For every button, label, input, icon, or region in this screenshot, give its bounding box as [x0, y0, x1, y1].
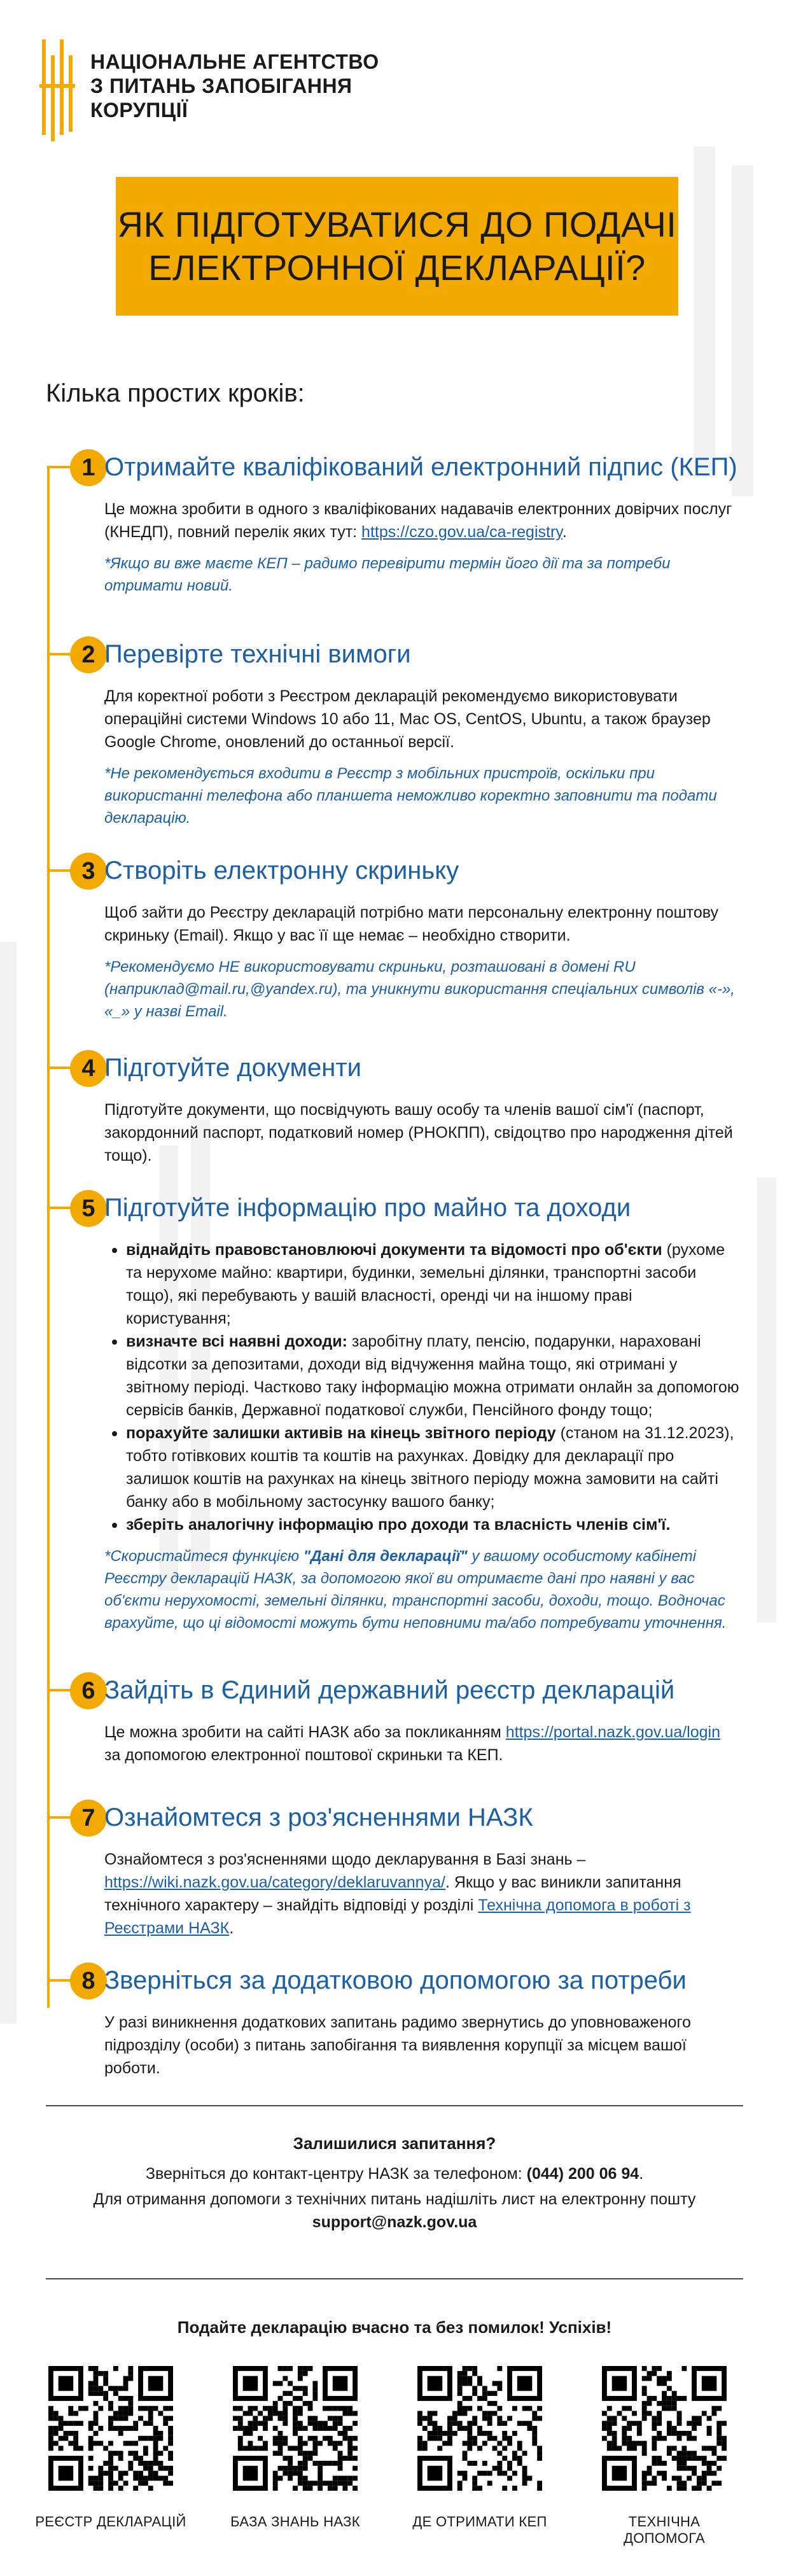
list-item: віднайдіть правовстановлюючі документи та відомості про об'єкти (рухоме та нерухоме майно: квартири, будинки, земельні ділянки, транспортні засоби тощо), які перебувають у вашій власності, оренді чи на іншому праві користування;	[126, 1238, 741, 1330]
step-title: Ознайомтеся з роз'ясненнями НАЗК	[104, 1803, 533, 1831]
step-title: Зверніться за додатковою допомогою за потреби	[104, 1966, 687, 1994]
list-item: визначте всі наявні доходи: заробітну плату, пенсію, подарунки, нараховані відсотки за депозитами, доходи від відчуження майна тощо, які отримані у звітному періоді. Частково таку інформацію можна отримати онлайн за допомогою сервісів банків, Державної податкової служби, Пенсійного фонду тощо;	[126, 1330, 741, 1422]
step-number-badge: 7	[70, 1800, 107, 1837]
step-text: Ознайомтеся з роз'ясненнями щодо декларування в Базі знань – https://wiki.nazk.gov.ua/category/deklaruvannya/. Якщо у вас виникли запитання технічного характеру – знайдіть відповіді у розділі Технічна допомога в роботі з Реєстрами НАЗК.	[104, 1851, 691, 1937]
step-number-badge: 4	[70, 1050, 107, 1087]
step-number-badge: 1	[70, 449, 107, 486]
support-email[interactable]: support@nazk.gov.ua	[312, 2213, 477, 2231]
step-title: Отримайте кваліфікований електронний підпис (КЕП)	[104, 453, 737, 481]
step-number-badge: 6	[70, 1672, 107, 1709]
qr-label: ДЕ ОТРИМАТИ КЕП	[412, 2514, 547, 2530]
background-stripe	[732, 165, 753, 496]
step-title: Створіть електронну скриньку	[104, 857, 459, 885]
background-stripe	[694, 146, 715, 477]
qr-code-icon[interactable]	[602, 2366, 727, 2491]
list-item: порахуйте залишки активів на кінець звітного періоду (станом на 31.12.2023), тобто готівкових коштів та коштів на рахунках. Довідку для декларації про залишок коштів на рахунках на кінець звітного періоду можна замовити на сайті банку або в мобільному застосунку вашого банку;	[126, 1422, 741, 1513]
phone-number[interactable]: (044) 200 06 94	[526, 2165, 639, 2183]
step-title: Перевірте технічні вимоги	[104, 640, 411, 668]
portal-login-link[interactable]: https://portal.nazk.gov.ua/login	[505, 1723, 720, 1741]
background-stripe	[0, 942, 17, 2024]
ca-registry-link[interactable]: https://czo.gov.ua/ca-registry	[361, 523, 562, 541]
step-number-badge: 3	[70, 853, 107, 890]
contact-email-line: Для отримання допомоги з технічних питань надішліть лист на електронну пошту	[93, 2190, 696, 2208]
background-stripe	[757, 1177, 776, 1623]
qr-code-icon[interactable]	[417, 2366, 542, 2491]
step-title: Зайдіть в Єдиний державний реєстр декларацій	[104, 1676, 675, 1704]
nazk-logo-icon	[39, 39, 75, 141]
title-banner	[116, 177, 678, 316]
wiki-link[interactable]: https://wiki.nazk.gov.ua/category/deklaruvannya/	[104, 1873, 445, 1891]
step-number-badge: 8	[70, 1963, 107, 1999]
closing-wish: Подайте декларацію вчасно та без помилок! Успіхів!	[177, 2318, 612, 2337]
tech-help-link[interactable]: Технічна допомога в роботі з Реєстрами НАЗК	[104, 1896, 691, 1937]
step-note: *Якщо ви вже маєте КЕП – радимо перевірити термін його дії та за потреби отримати новий.	[104, 555, 671, 594]
step-text: Це можна зробити на сайті НАЗК або за покликанням https://portal.nazk.gov.ua/login за допомогою електронної поштової скриньки та КЕП.	[104, 1723, 720, 1764]
step-number-badge: 5	[70, 1190, 107, 1227]
step-note: *Не рекомендується входити в Реєстр з мобільних пристроїв, оскільки при використанні телефона або планшета неможливо коректно заповнити та подати декларацію.	[104, 765, 717, 827]
intro-heading: Кілька простих кроків:	[46, 379, 305, 407]
org-name: НАЦІОНАЛЬНЕ АГЕНТСТВО З ПИТАНЬ ЗАПОБІГАННЯ КОРУПЦІЇ	[90, 50, 379, 122]
step-note: *Рекомендуємо НЕ використовувати скриньки, розташовані в домені RU (наприклад@mail.ru,@yandex.ru), та уникнути використання спеціальних символів «-», «_» у назві Email.	[104, 958, 735, 1020]
steps-timeline	[47, 468, 50, 2008]
qr-code-icon[interactable]	[233, 2366, 358, 2491]
step-text: Для коректної роботи з Реєстром декларацій рекомендуємо використовувати операційні системи Windows 10 або 11, Mac OS, CentOS, Ubuntu, а також браузер Google Chrome, оновлений до останньої версії.	[104, 687, 711, 751]
qr-code-icon[interactable]	[48, 2366, 173, 2491]
step-text: Підготуйте документи, що посвідчують вашу особу та членів вашої сім'ї (паспорт, закордонний паспорт, податковий номер (РНОКПП), свідоцтво про народження дітей тощо).	[104, 1101, 733, 1165]
qr-label: ТЕХНІЧНА ДОПОМОГА	[624, 2514, 705, 2546]
step-text: Це можна зробити в одного з кваліфікованих надавачів електронних довірчих послуг (КНЕДП), повний перелік яких тут: https://czo.gov.ua/ca-registry.	[104, 500, 732, 541]
step-title: Підготуйте інформацію про майно та доходи	[104, 1194, 631, 1222]
page-title: ЯК ПІДГОТУВАТИСЯ ДО ПОДАЧІ ЕЛЕКТРОННОЇ ДЕКЛАРАЦІЇ?	[117, 204, 677, 288]
step-title: Підготуйте документи	[104, 1054, 361, 1082]
step-number-badge: 2	[70, 636, 107, 673]
step-text: У разі виникнення додаткових запитань радимо звернутись до уповноваженого підрозділу (особи) з питань запобігання та виявлення корупції за місцем вашої роботи.	[104, 2013, 691, 2077]
list-item: зберіть аналогічну інформацію про доходи та власність членів сім'ї.	[126, 1513, 741, 1536]
divider	[46, 2278, 743, 2279]
step-note: *Скористайтеся функцією "Дані для декларації" у вашому особистому кабінеті Реєстру декларацій НАЗК, за допомогою якої ви отримаєте дані про наявні у вас об'єкти нерухомості, земельні ділянки, транспортні засоби, доходи, тощо. Водночас врахуйте, що ці відомості можуть бути неповними та/або потребувати уточнення.	[104, 1548, 727, 1632]
qr-label: РЕЄСТР ДЕКЛАРАЦІЙ	[35, 2514, 186, 2530]
step-text: Щоб зайти до Реєстру декларацій потрібно мати персональну електронну поштову скриньку (Email). Якщо у вас її ще немає – необхідно створити.	[104, 904, 718, 944]
qr-label: БАЗА ЗНАНЬ НАЗК	[230, 2514, 360, 2530]
contact-block	[0, 2132, 789, 2234]
bullet-list	[104, 1238, 741, 1536]
contact-phone-line: Зверніться до контакт-центру НАЗК за телефоном: (044) 200 06 94.	[145, 2165, 644, 2183]
divider	[46, 2105, 743, 2106]
contact-question: Залишилися запитання?	[293, 2134, 496, 2153]
